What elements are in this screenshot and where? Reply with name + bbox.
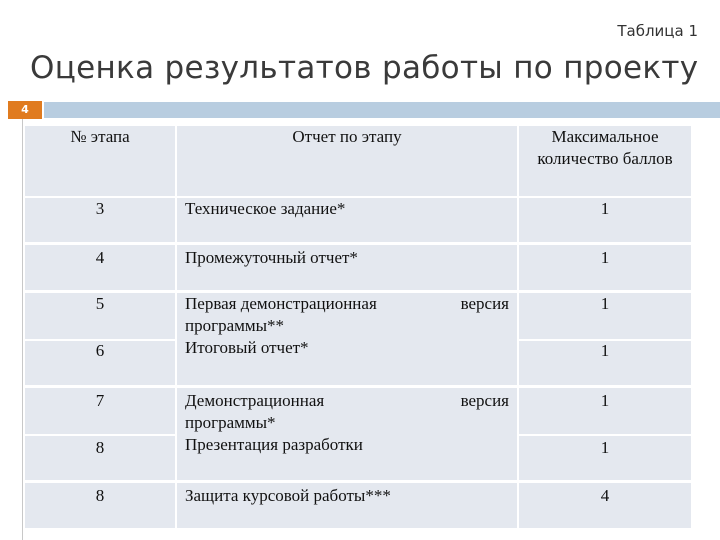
page-title: Оценка результатов работы по проекту <box>30 50 699 86</box>
report-cell: Промежуточный отчет* <box>185 248 358 267</box>
report-cell: Техническое задание* <box>185 199 346 218</box>
table-caption: Таблица 1 <box>617 22 698 40</box>
left-margin-rule <box>22 119 23 540</box>
report-cell: Первая демонстрационная версия программы** Итоговый отчет* <box>185 294 509 357</box>
stage-cell: 4 <box>95 248 105 267</box>
table-row-group <box>25 388 691 480</box>
points-cell: 1 1 <box>600 294 610 360</box>
stage-cell: 5 6 <box>95 294 105 360</box>
slide-number-badge: 4 <box>8 101 42 119</box>
points-cell: 1 <box>600 248 610 267</box>
stage-cell: 3 <box>95 199 105 218</box>
points-cell: 1 1 <box>600 391 610 457</box>
table-row <box>25 198 691 242</box>
header-points: Максимальное количество баллов <box>537 127 673 168</box>
title-underline-bar <box>44 102 720 118</box>
points-cell: 1 <box>600 199 610 218</box>
table-row <box>25 245 691 290</box>
stage-cell: 8 <box>95 486 105 505</box>
report-cell: Демонстрационная версия программы* Презентация разработки <box>185 391 509 454</box>
column-divider <box>175 126 177 528</box>
report-cell: Защита курсовой работы*** <box>185 486 391 505</box>
stage-cell: 7 8 <box>95 391 105 457</box>
table-row-group <box>25 293 691 385</box>
table-row <box>25 483 691 528</box>
column-divider <box>517 126 519 528</box>
header-stage: № этапа <box>70 127 130 146</box>
table-header <box>25 126 691 196</box>
points-cell: 4 <box>600 486 610 505</box>
header-report: Отчет по этапу <box>292 127 402 146</box>
